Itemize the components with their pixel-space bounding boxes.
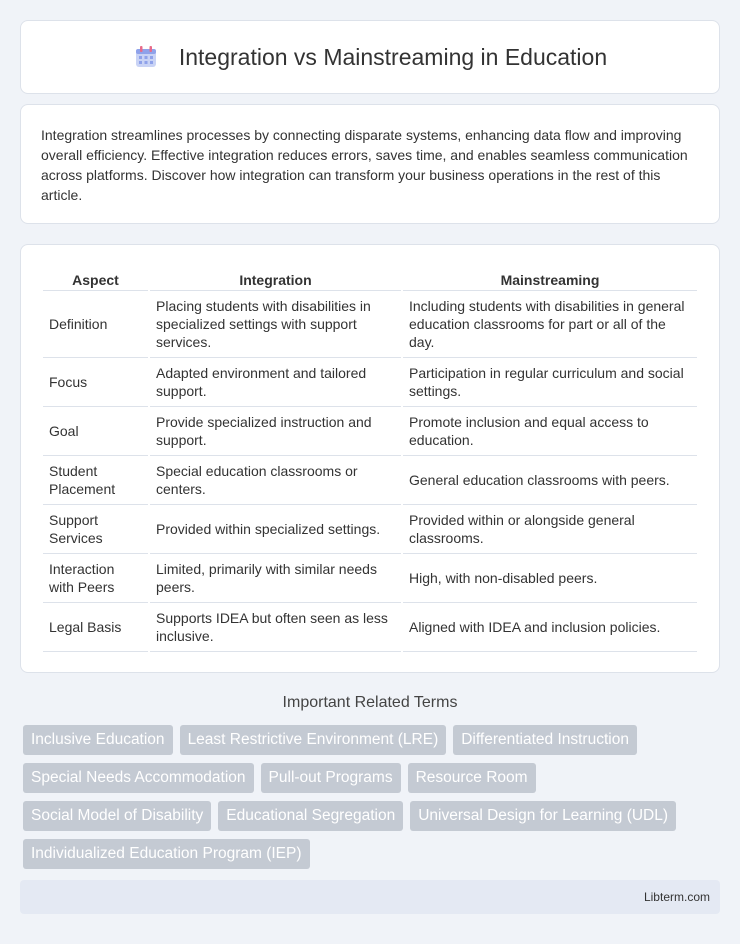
row-integration: Limited, primarily with similar needs peers. bbox=[150, 554, 401, 603]
row-mainstreaming: Including students with disabilities in general education classrooms for part or all of the day. bbox=[403, 291, 697, 358]
row-aspect: Goal bbox=[43, 407, 148, 456]
calendar-icon bbox=[133, 44, 159, 70]
table-header-row bbox=[43, 265, 697, 291]
page-title: Integration vs Mainstreaming in Education bbox=[178, 43, 608, 70]
table-row bbox=[43, 554, 697, 603]
row-mainstreaming: Promote inclusion and equal access to education. bbox=[403, 407, 697, 456]
term-tag[interactable]: Least Restrictive Environment (LRE) bbox=[180, 725, 447, 755]
table-row bbox=[43, 407, 697, 456]
intro-card bbox=[20, 104, 720, 224]
term-tag[interactable]: Inclusive Education bbox=[23, 725, 173, 755]
header-mainstreaming: Mainstreaming bbox=[403, 265, 697, 291]
table-row bbox=[43, 358, 697, 407]
term-tag[interactable]: Pull-out Programs bbox=[261, 763, 401, 793]
term-tag[interactable]: Special Needs Accommodation bbox=[23, 763, 254, 793]
row-integration: Special education classrooms or centers. bbox=[150, 456, 401, 505]
row-aspect: Support Services bbox=[43, 505, 148, 554]
table-row bbox=[43, 456, 697, 505]
header-card bbox=[20, 20, 720, 94]
term-tag[interactable]: Universal Design for Learning (UDL) bbox=[410, 801, 676, 831]
term-tag[interactable]: Educational Segregation bbox=[218, 801, 403, 831]
row-aspect: Definition bbox=[43, 291, 148, 358]
row-integration: Provided within specialized settings. bbox=[150, 505, 401, 554]
title-wrap bbox=[133, 44, 607, 71]
row-integration: Placing students with disabilities in specialized settings with support services. bbox=[150, 291, 401, 358]
footer-site-link[interactable]: Libterm.com bbox=[643, 890, 710, 904]
table-row bbox=[43, 603, 697, 652]
row-integration: Supports IDEA but often seen as less inclusive. bbox=[150, 603, 401, 652]
header-integration: Integration bbox=[150, 265, 401, 291]
row-aspect: Student Placement bbox=[43, 456, 148, 505]
comparison-table bbox=[41, 265, 699, 652]
row-mainstreaming: Aligned with IDEA and inclusion policies. bbox=[403, 603, 697, 652]
table-row bbox=[43, 291, 697, 358]
related-terms-list bbox=[23, 725, 723, 869]
row-aspect: Interaction with Peers bbox=[43, 554, 148, 603]
intro-text: Integration streamlines processes by connecting disparate systems, enhancing data flow and improving overall efficiency. Effective integration reduces errors, saves time, and enables seamless communication across platforms. Discover how integration can transform your business operations in the rest of this article. bbox=[41, 127, 688, 203]
row-mainstreaming: High, with non-disabled peers. bbox=[403, 554, 697, 603]
related-terms-title: Important Related Terms bbox=[282, 694, 458, 711]
term-tag[interactable]: Differentiated Instruction bbox=[453, 725, 637, 755]
term-tag[interactable]: Resource Room bbox=[408, 763, 536, 793]
header-aspect: Aspect bbox=[43, 265, 148, 291]
term-tag[interactable]: Social Model of Disability bbox=[23, 801, 211, 831]
row-integration: Adapted environment and tailored support. bbox=[150, 358, 401, 407]
row-mainstreaming: Participation in regular curriculum and social settings. bbox=[403, 358, 697, 407]
row-integration: Provide specialized instruction and support. bbox=[150, 407, 401, 456]
row-aspect: Legal Basis bbox=[43, 603, 148, 652]
footer bbox=[20, 880, 720, 914]
row-mainstreaming: General education classrooms with peers. bbox=[403, 456, 697, 505]
comparison-table-card bbox=[20, 244, 720, 673]
term-tag[interactable]: Individualized Education Program (IEP) bbox=[23, 839, 310, 869]
table-row bbox=[43, 505, 697, 554]
row-mainstreaming: Provided within or alongside general classrooms. bbox=[403, 505, 697, 554]
row-aspect: Focus bbox=[43, 358, 148, 407]
